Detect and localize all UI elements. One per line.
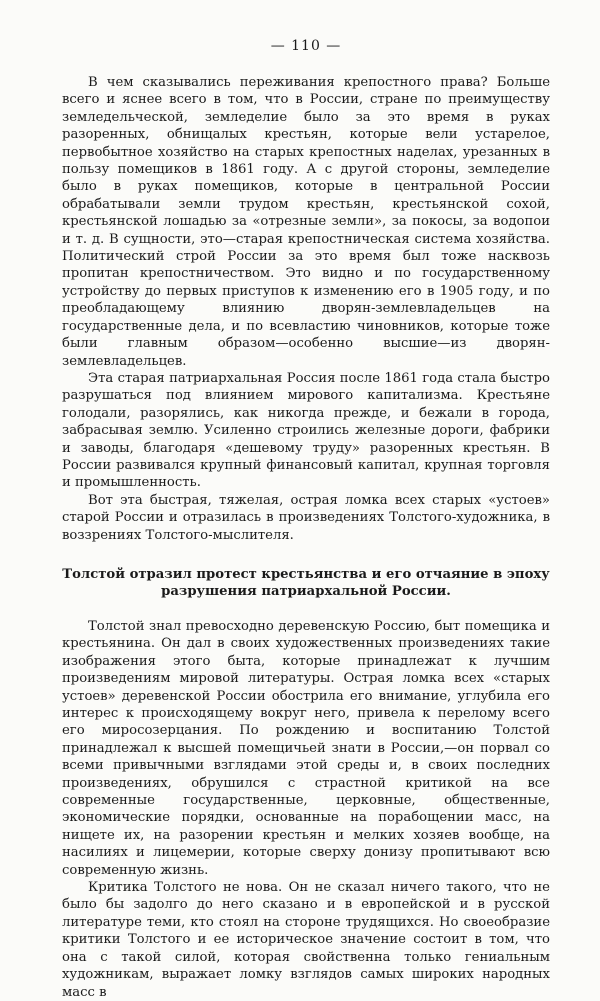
- section-heading: [62, 566, 550, 600]
- heading-line-2: разрушения патриархальной России.: [161, 583, 451, 599]
- page-number: — 110 —: [270, 38, 342, 54]
- section-2: [62, 618, 550, 1001]
- section-1: [62, 74, 550, 544]
- paragraph: Толстой знал превосходно деревенскую Россию, быт помещика и крестьянина. Он дал в своих художественных произведениях такие изображения этого быта, которые принадлежат к лучшим произведениям мировой литературы. Острая ломка всех «старых устоев» деревенской России обострила его внимание, углубила его интерес к происходящему вокруг него, привела к перелому всего его миросозерцания. По рождению и воспитанию Толстой принадлежал к высшей помещичьей знати в России,—он порвал со всеми привычными взглядами этой среды и, в своих последних произведениях, обрушился с страстной критикой на все современные государственные, церковные, общественные, экономические порядки, основанные на порабощении масс, на нищете их, на разорении крестьян и мелких хозяев вообще, на насилиях и лицемерии, которые сверху донизу пропитывают всю современную жизнь.: [62, 618, 550, 878]
- paragraph: Вот эта быстрая, тяжелая, острая ломка всех старых «устоев» старой России и отразилась в произведениях Толстого-художника, в воззрениях Толстого-мыслителя.: [62, 492, 550, 543]
- paragraph: В чем сказывались переживания крепостного права? Больше всего и яснее всего в том, что в России, стране по преимуществу земледельческой, земледелие было за это время в руках разоренных, обнищалых крестьян, которые вели устарелое, первобытное хозяйство на старых крепостных наделах, урезанных в пользу помещиков в 1861 году. А с другой стороны, земледелие было в руках помещиков, которые в центральной России обрабатывали земли трудом крестьян, крестьянской сохой, крестьянской лошадью за «отрезные земли», за покосы, за водопои и т. д. В сущности, это—старая крепостническая система хозяйства. Политический строй России за это время был тоже насквозь пропитан крепостничеством. Это видно и по государственному устройству до первых приступов к изменению его в 1905 году, и по преобладающему влиянию дворян-землевладельцев на государственные дела, и по всевластию чиновников, которые тоже были главным образом—особенно высшие—из дворян-землевладельцев.: [62, 75, 550, 369]
- paragraph: Эта старая патриархальная Россия после 1861 года стала быстро разрушаться под влиянием мирового капитализма. Крестьяне голодали, разорялись, как никогда прежде, и бежали в города, забрасывая землю. Усиленно строились железные дороги, фабрики и заводы, благодаря «дешевому труду» разоренных крестьян. В России развивался крупный финансовый капитал, крупная торговля и промышленность.: [62, 370, 550, 491]
- paragraph: Критика Толстого не нова. Он не сказал ничего такого, что не было бы задолго до него сказано и в европейской и в русской литературе теми, кто стоял на стороне трудящихся. Но своеобразие критики Толстого и ее историческое значение состоит в том, что она с такой силой, которая свойственна только гениальным художникам, выражает ломку взглядов самых широких народных масс в: [62, 880, 550, 1000]
- heading-line-1: Толстой отразил протест крестьянства и его отчаяние в эпоху: [62, 566, 550, 582]
